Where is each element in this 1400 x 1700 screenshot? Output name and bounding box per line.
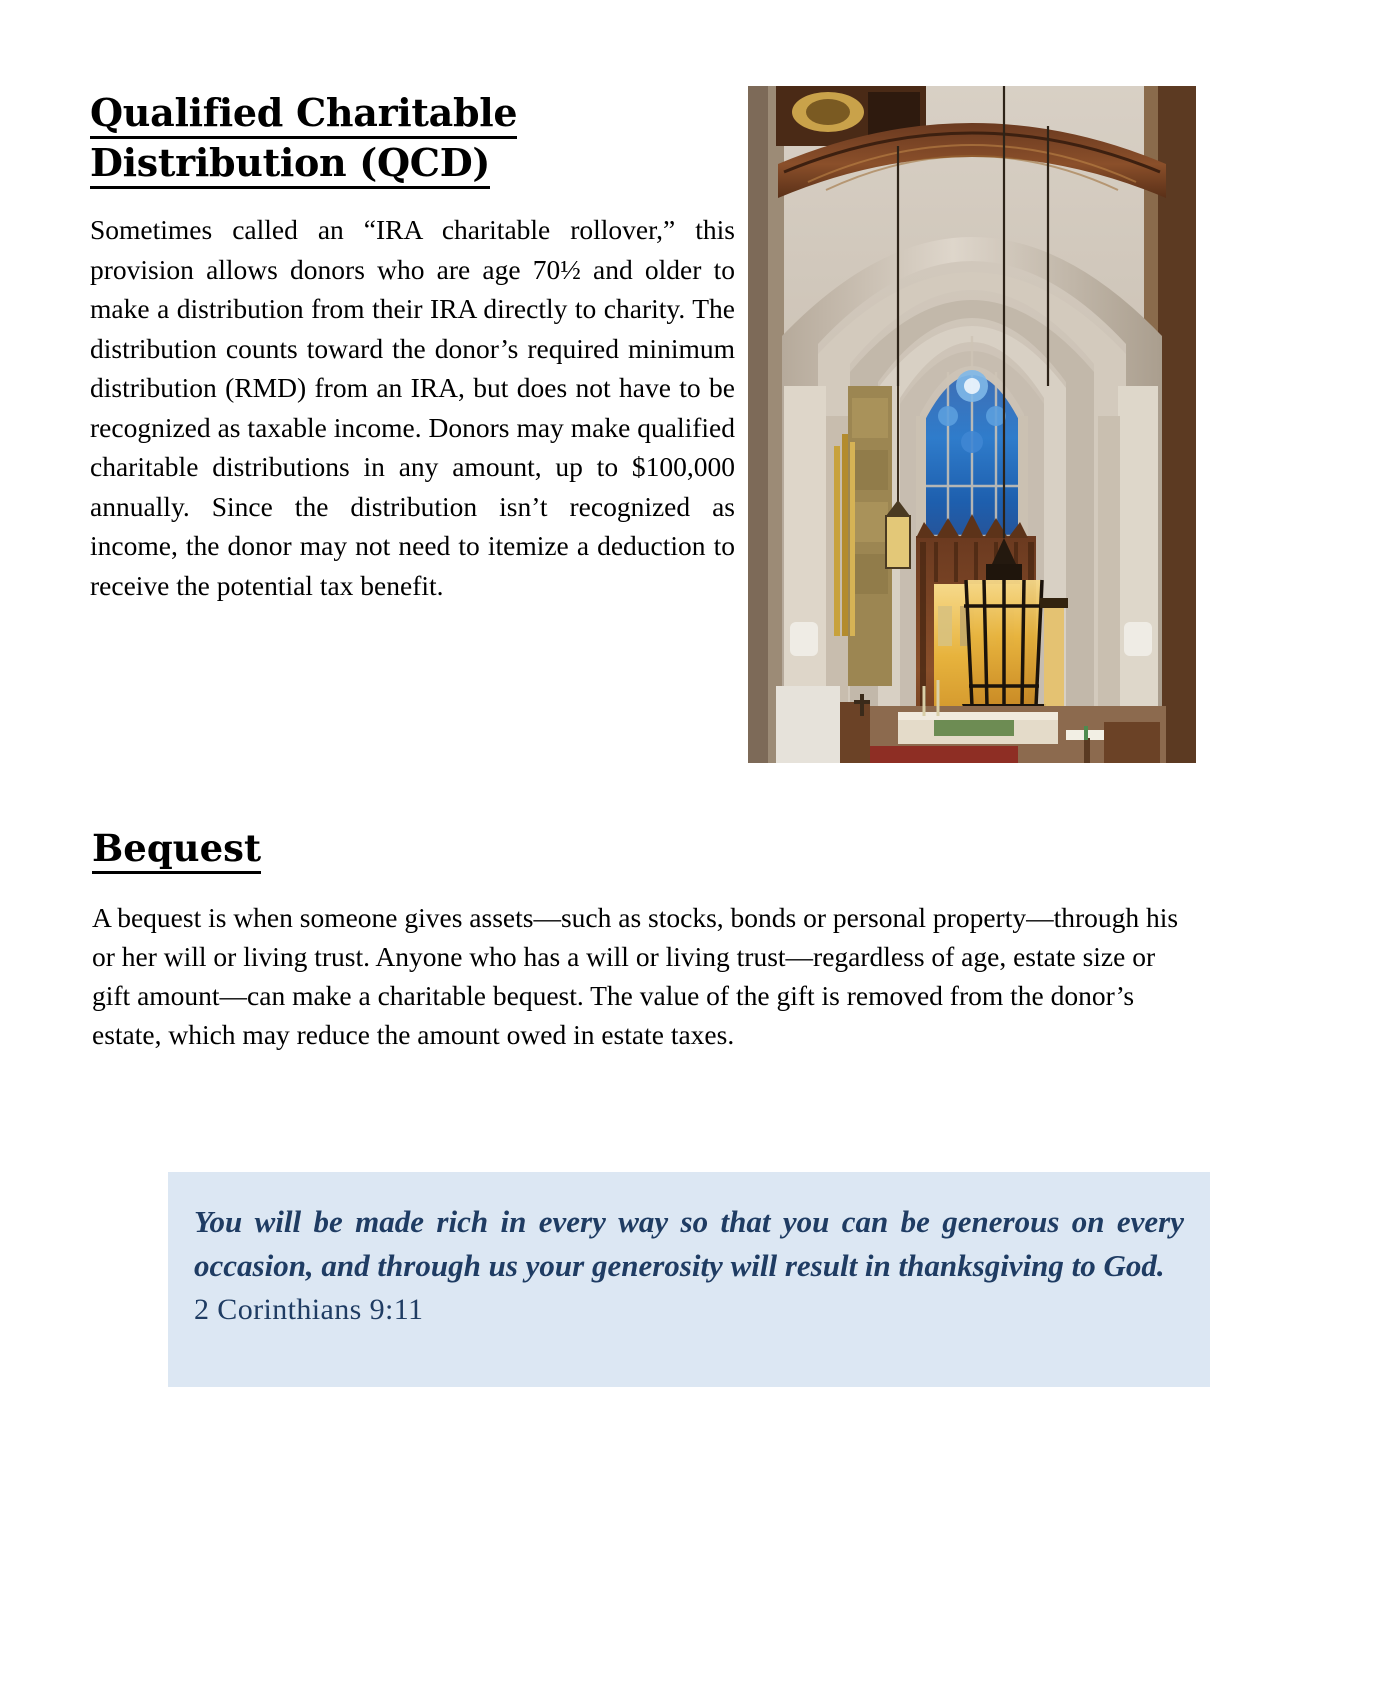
church-photo-illustration [748, 86, 1196, 763]
qcd-body-paragraph: Sometimes called an “IRA charitable rollover,” this provision allows donors who are age 70½ and older to make a distribution from their IRA directly to charity. The distribution counts toward the donor’s required minimum distribution (RMD) from an IRA, but does not have to be recognized as taxable income. Donors may make qualified charitable distributions in any amount, up to $100,000 annually. Since the distribution isn’t recognized as income, the donor may not need to itemize a deduction to receive the potential tax benefit. [90, 214, 735, 601]
bequest-body-paragraph: A bequest is when someone gives assets—such as stocks, bonds or personal property—through his or her will or living trust. Anyone who has a will or living trust—regardless of age, estate size or gift amount—can make a charitable bequest. The value of the gift is removed from the donor’s estate, which may reduce the amount owed in estate taxes. [92, 902, 1179, 1051]
bequest-heading: Bequest [92, 826, 261, 874]
scripture-quote-text: You will be made rich in every way so that you can be generous on every occasion, and through us your generosity will result in thanksgiving to God. [194, 1204, 1184, 1283]
church-sanctuary-photo [748, 86, 1196, 763]
qcd-section [90, 88, 735, 605]
qcd-heading-wrap [90, 88, 735, 188]
qcd-heading: Qualified Charitable Distribution (QCD) [90, 90, 517, 189]
scripture-quote-box [168, 1172, 1210, 1387]
scripture-citation: 2 Corinthians 9:11 [194, 1293, 424, 1326]
bequest-section [92, 826, 1192, 1054]
